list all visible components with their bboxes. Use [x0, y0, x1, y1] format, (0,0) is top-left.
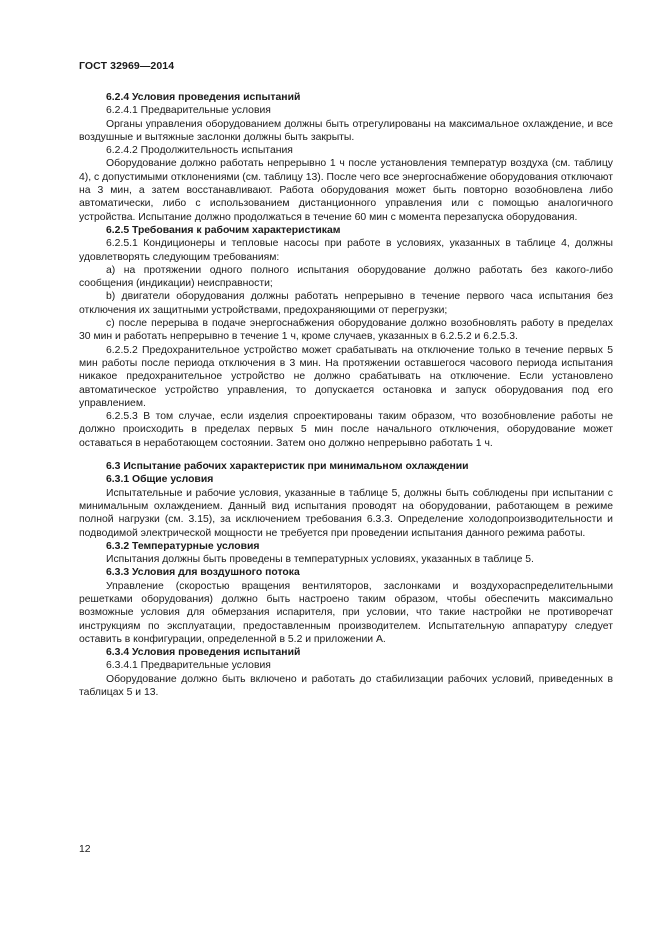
paragraph: 6.2.5.3 В том случае, если изделия спроектированы таким образом, что возобновление работы не должно происходить в пределах первых 5 мин после начального отключения, оборудование может оставаться в неработающем состоянии. Затем оно должно непрерывно работать 1 ч. [79, 411, 613, 449]
section-heading: 6.3.1 Общие условия [106, 474, 214, 486]
subsection-title: 6.3.4.1 Предварительные условия [106, 660, 271, 672]
section-heading: 6.3.3 Условия для воздушного потока [106, 567, 300, 579]
section-heading: 6.3.2 Температурные условия [106, 540, 260, 552]
document-body [79, 91, 613, 699]
section-heading: 6.2.4 Условия проведения испытаний [106, 92, 301, 103]
paragraph: Управление (скоростью вращения вентиляторов, заслонками и воздухораспределительными решетками оборудования) должно быть настроено таким образом, чтобы обеспечить максимально возможные условия для обмерзания испарителя, при условии, что такие настройки не противоречат инструкциям по эксплуатации, предоставленным производителем. Испытательную аппаратуру следует оставить в конфигурации, определенной в 5.2 и приложении А. [79, 580, 613, 645]
paragraph: 6.2.5.2 Предохранительное устройство может срабатывать на отключение только в течение первых 5 мин работы после периода отключения в 3 мин. На протяжении оставшегося часового периода испытания никакое предохранительное устройство не должно срабатывать на отключение. Если установлено автоматическое устройство управления, то допускается остановка и запуск оборудования под его управлением. [79, 344, 613, 409]
page-number: 12 [79, 844, 91, 855]
paragraph: Оборудование должно быть включено и работать до стабилизации рабочих условий, приведенных в таблицах 5 и 13. [79, 673, 613, 699]
document-header: ГОСТ 32969—2014 [79, 60, 175, 72]
paragraph: Органы управления оборудованием должны быть отрегулированы на максимальное охлаждение, и все воздушные и вытяжные заслонки должны быть закрыты. [79, 118, 613, 143]
paragraph: Испытательные и рабочие условия, указанные в таблице 5, должны быть соблюдены при испытании с минимальным охлаждением. Данный вид испытания проводят на оборудовании, работающем в режиме полной нагрузки (см. 3.15), за исключением требования 6.3.3. Определение холодопроизводительности и подводимой электрической мощности не требуется при проведении испытания данного режима работы. [79, 487, 613, 539]
subsection-title: 6.2.4.1 Предварительные условия [106, 105, 271, 117]
list-item: b) двигатели оборудования должны работать непрерывно в течение первого часа испытания без отключения их защитными устройствами, предохраняющими от перегрузки; [79, 291, 613, 316]
section-heading: 6.2.5 Требования к рабочим характеристикам [106, 224, 341, 236]
section-title: 6.3 Испытание рабочих характеристик при минимальном охлаждении [106, 461, 469, 473]
paragraph: Испытания должны быть проведены в температурных условиях, указанных в таблице 5. [106, 554, 534, 566]
section-heading: 6.3.4 Условия проведения испытаний [106, 647, 301, 659]
paragraph: 6.2.5.1 Кондиционеры и тепловые насосы при работе в условиях, указанных в таблице 4, должны удовлетворять следующим требованиям: [79, 238, 613, 263]
paragraph: Оборудование должно работать непрерывно 1 ч после установления температур воздуха (см. таблицу 4), с допустимыми отклонениями (см. таблицу 13). После чего все энергоснабжение оборудования отключают на 3 мин, а затем восстанавливают. Работа оборудования может быть повторно возобновлена либо автоматически, либо с использованием дистанционного управления или с помощью аналогичного устройства. Испытание должно продолжаться в течение 60 мин с момента перезапуска оборудования. [79, 158, 613, 223]
list-item: с) после перерыва в подаче энергоснабжения оборудование должно возобновлять работу в пределах 30 мин и работать непрерывно в течение 1 ч, кроме случаев, указанных в 6.2.5.2 и 6.2.5.3. [79, 318, 613, 343]
subsection-title: 6.2.4.2 Продолжительность испытания [106, 145, 293, 157]
list-item: а) на протяжении одного полного испытания оборудование должно работать без какого-либо сообщения (индикации) неисправности; [79, 264, 613, 290]
